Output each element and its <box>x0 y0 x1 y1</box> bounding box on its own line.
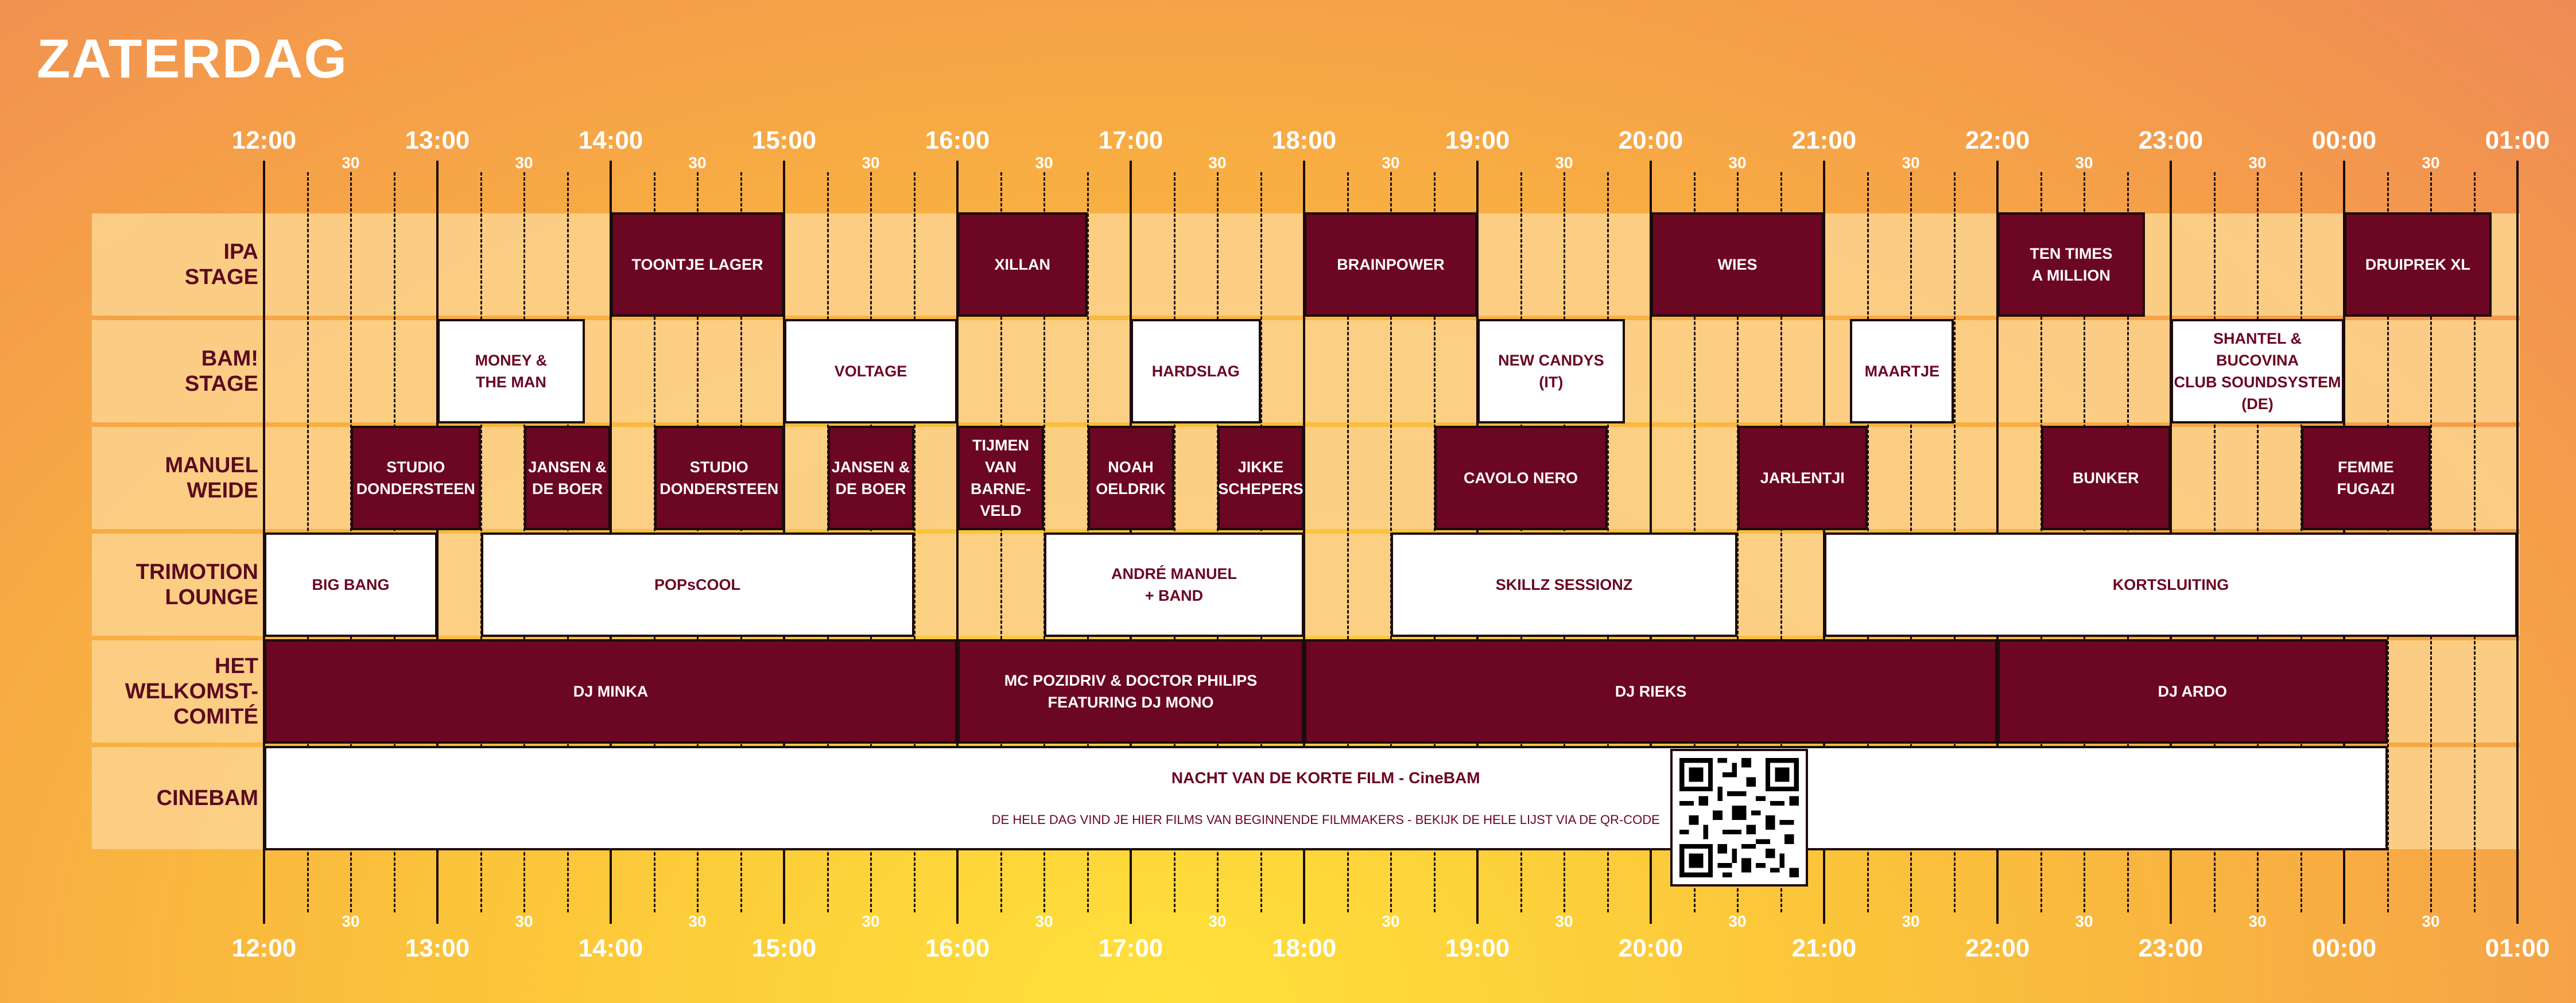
half-hour-label: 30 <box>2075 154 2093 172</box>
half-hour-label: 30 <box>1728 154 1747 172</box>
half-hour-label: 30 <box>1208 912 1227 930</box>
half-hour-label: 30 <box>2422 154 2440 172</box>
event-manuel[interactable]: NOAH OELDRIK <box>1088 426 1174 530</box>
event-manuel[interactable]: JANSEN & DE BOER <box>828 426 914 530</box>
half-hour-label: 30 <box>862 154 880 172</box>
time-label: 22:00 <box>1965 934 2030 962</box>
half-hour-label: 30 <box>1035 154 1053 172</box>
half-hour-label: 30 <box>1208 154 1227 172</box>
time-label: 19:00 <box>1445 934 1510 962</box>
event-manuel[interactable]: CAVOLO NERO <box>1434 426 1608 530</box>
event-bam[interactable]: SHANTEL & BUCOVINA CLUB SOUNDSYSTEM (DE) <box>2171 319 2344 423</box>
time-label: 16:00 <box>925 934 990 962</box>
time-label: 17:00 <box>1098 934 1163 962</box>
half-hour-label: 30 <box>1555 154 1573 172</box>
event-ipa[interactable]: WIES <box>1651 212 1824 317</box>
time-label: 17:00 <box>1098 126 1163 154</box>
half-hour-label: 30 <box>2248 912 2267 930</box>
half-hour-label: 30 <box>688 154 707 172</box>
half-hour-label: 30 <box>1035 912 1053 930</box>
stage-label-cinebam: CINEBAM <box>156 786 258 810</box>
time-label: 00:00 <box>2311 934 2377 962</box>
half-hour-label: 30 <box>2075 912 2093 930</box>
event-bam[interactable]: MAARTJE <box>1850 319 1954 423</box>
half-hour-label: 30 <box>2422 912 2440 930</box>
event-ipa[interactable]: XILLAN <box>957 212 1088 317</box>
event-bam[interactable]: MONEY & THE MAN <box>437 319 585 423</box>
event-bam[interactable]: HARDSLAG <box>1131 319 1261 423</box>
event-trimotion[interactable]: KORTSLUITING <box>1824 532 2517 637</box>
stage-label-welkomst: HET WELKOMST- COMITÉ <box>125 654 258 729</box>
half-hour-label: 30 <box>1728 912 1747 930</box>
event-trimotion[interactable]: BIG BANG <box>264 532 437 637</box>
half-hour-label: 30 <box>1902 154 1920 172</box>
time-label: 15:00 <box>751 934 817 962</box>
event-trimotion[interactable]: ANDRÉ MANUEL + BAND <box>1044 532 1304 637</box>
time-label: 18:00 <box>1271 934 1337 962</box>
event-manuel[interactable]: STUDIO DONDERSTEEN <box>654 426 785 530</box>
time-label: 18:00 <box>1271 126 1337 154</box>
half-hour-label: 30 <box>688 912 707 930</box>
half-hour-label: 30 <box>1382 154 1400 172</box>
time-label: 01:00 <box>2485 934 2550 962</box>
half-hour-label: 30 <box>1902 912 1920 930</box>
half-hour-label: 30 <box>515 154 533 172</box>
half-hour-label: 30 <box>2248 154 2267 172</box>
event-manuel[interactable]: STUDIO DONDERSTEEN <box>351 426 481 530</box>
time-label: 00:00 <box>2311 126 2377 154</box>
event-welkomst[interactable]: DJ RIEKS <box>1304 639 1997 744</box>
event-welkomst[interactable]: DJ MINKA <box>264 639 957 744</box>
half-hour-label: 30 <box>342 154 360 172</box>
half-hour-label: 30 <box>862 912 880 930</box>
event-ipa[interactable]: DRUIPREK XL <box>2344 212 2492 317</box>
event-manuel[interactable]: BUNKER <box>2041 426 2171 530</box>
time-label: 21:00 <box>1791 126 1857 154</box>
time-label: 01:00 <box>2485 126 2550 154</box>
cinebam-subtitle: DE HELE DAG VIND JE HIER FILMS VAN BEGINNENDE FILMMAKERS - BEKIJK DE HELE LIJST VIA DE QR-CODE <box>991 812 1660 827</box>
time-label: 13:00 <box>405 934 470 962</box>
cinebam-event[interactable] <box>264 746 2388 850</box>
event-trimotion[interactable]: POPsCOOL <box>481 532 914 637</box>
event-manuel[interactable]: JIKKE SCHEPERS <box>1217 426 1304 530</box>
time-label: 23:00 <box>2138 126 2203 154</box>
stage-label-manuel: MANUEL WEIDE <box>165 453 258 503</box>
event-manuel[interactable]: FEMME FUGAZI <box>2301 426 2431 530</box>
time-label: 16:00 <box>925 126 990 154</box>
time-label: 14:00 <box>578 934 643 962</box>
event-trimotion[interactable]: SKILLZ SESSIONZ <box>1391 532 1737 637</box>
half-hour-label: 30 <box>515 912 533 930</box>
time-label: 12:00 <box>231 934 297 962</box>
event-manuel[interactable]: JARLENTJI <box>1737 426 1868 530</box>
cinebam-title: NACHT VAN DE KORTE FILM - CineBAM <box>1171 769 1480 787</box>
time-label: 19:00 <box>1445 126 1510 154</box>
half-hour-label: 30 <box>1382 912 1400 930</box>
page-title: ZATERDAG <box>37 28 348 90</box>
qr-code-icon <box>1679 758 1799 877</box>
event-ipa[interactable]: TOONTJE LAGER <box>611 212 784 317</box>
stage-label-ipa: IPA STAGE <box>184 240 258 289</box>
event-manuel[interactable]: JANSEN & DE BOER <box>524 426 611 530</box>
time-label: 12:00 <box>231 126 297 154</box>
time-label: 13:00 <box>405 126 470 154</box>
stage-label-trimotion: TRIMOTION LOUNGE <box>135 560 258 609</box>
event-welkomst[interactable]: MC POZIDRIV & DOCTOR PHILIPS FEATURING DJ MONO <box>957 639 1304 744</box>
event-welkomst[interactable]: DJ ARDO <box>1997 639 2388 744</box>
event-ipa[interactable]: BRAINPOWER <box>1304 212 1477 317</box>
time-label: 22:00 <box>1965 126 2030 154</box>
event-manuel[interactable]: TIJMEN VAN BARNE- VELD <box>957 426 1044 530</box>
time-label: 21:00 <box>1791 934 1857 962</box>
event-bam[interactable]: VOLTAGE <box>784 319 957 423</box>
time-label: 20:00 <box>1618 126 1683 154</box>
time-label: 20:00 <box>1618 934 1683 962</box>
half-hour-label: 30 <box>1555 912 1573 930</box>
half-hour-label: 30 <box>342 912 360 930</box>
qr-code[interactable] <box>1670 749 1808 887</box>
event-bam[interactable]: NEW CANDYS (IT) <box>1477 319 1625 423</box>
time-label: 14:00 <box>578 126 643 154</box>
time-label: 15:00 <box>751 126 817 154</box>
time-label: 23:00 <box>2138 934 2203 962</box>
stage-label-bam: BAM! STAGE <box>184 347 258 396</box>
event-ipa[interactable]: TEN TIMES A MILLION <box>1997 212 2145 317</box>
